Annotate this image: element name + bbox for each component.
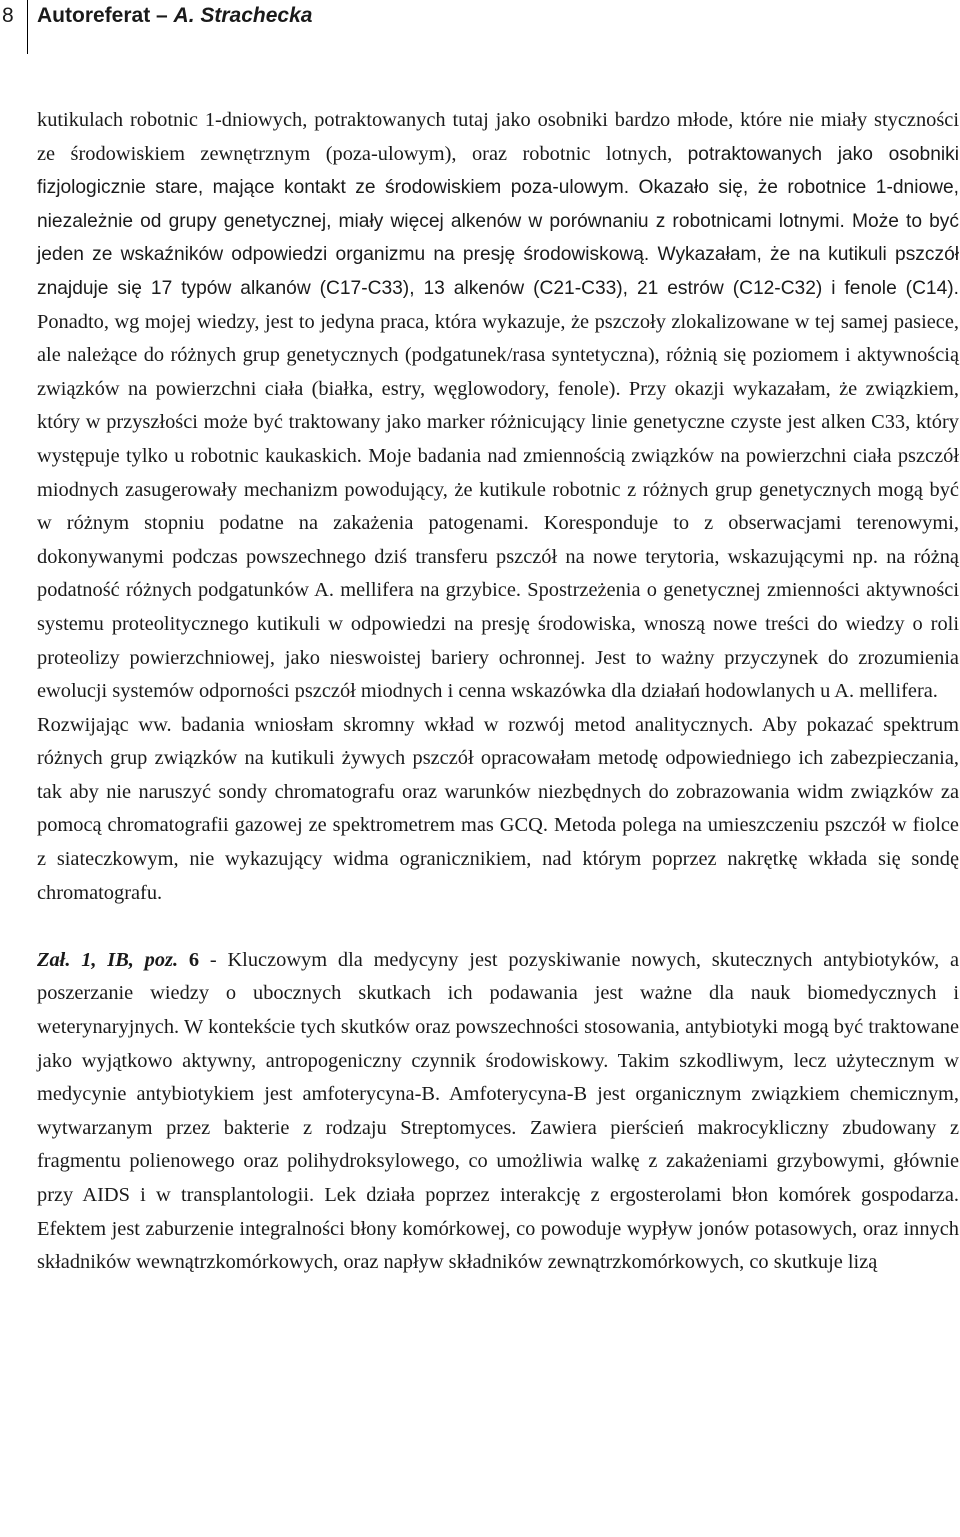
header-title-prefix: Autoreferat – <box>37 4 174 27</box>
paragraph-methods: Rozwijając ww. badania wniosłam skromny wkład w rozwój metod analitycznych. Aby pokazać spektrum różnych grup związków na kutikuli żywych pszczół opracowałam metodę odpowiedniego ich zabezpieczania, tak aby nie naruszyć sondy chromatografu oraz warunków niezbędnych do zobrazowania widm związków za pomocą chromatografii gazowej ze spektrometrem mas GCQ. Metoda polega na umieszczeniu pszczół w fiolce z siateczkowym, nie wykazujący widma ogranicznikiem, nad którym poprzez nakrętkę wkłada się sondę chromatografu. <box>37 713 959 904</box>
paragraph-results-part-1: kutikulach robotnic 1-dniowych, potraktowanych tutaj jako osobniki bardzo młode, które nie miały styczności ze środowiskiem zewnętrznym (poza-ulowym), oraz robotnic lotnych, <box>37 109 959 165</box>
page-number: 8 <box>2 4 14 27</box>
header-author: A. Strachecka <box>173 4 313 27</box>
paragraph-results <box>37 104 959 709</box>
running-header <box>37 4 312 28</box>
reference-text: - Kluczowym dla medycyny jest pozyskiwanie nowych, skutecznych antybiotyków, a poszerzanie wiedzy o ubocznych skutkach ich podawania jest ważne dla nauk biomedycznych i weterynaryjnych. W kontekście tych skutków oraz powszechności stosowania, antybiotyki mogą być traktowane jako wyjątkowo aktywny, antropogeniczny czynnik środowiskowy. Takim szkodliwym, lecz użytecznym w medycynie antybiotykiem jest amfoterycyna-B. Amfoterycyna-B jest organicznym związkiem chemicznym, wytwarzanym przez bakterie z rodzaju Streptomyces. Zawiera pierścień makrocykliczny zbudowany z fragmentu polienowego oraz polihydroksylowego, co umożliwia walkę z zakażeniami grzybowymi, głównie przy AIDS i w transplantologii. Lek działa poprzez interakcję z ergosterolami błon komórek gospodarza. Efektem jest zaburzenie integralności błony komórkowej, co powoduje wypływ jonów potasowych, oraz innych składników wewnątrzkomórkowych, oraz napływ składników zewnątrzkomórkowych, co skutkuje lizą <box>37 948 959 1274</box>
paragraph-reference-6 <box>37 944 959 1280</box>
reference-label: Zał. 1, IB, poz. <box>37 948 179 971</box>
header-divider <box>27 0 28 54</box>
reference-number: 6 <box>188 948 200 971</box>
paragraph-results-part-2: potraktowanych jako osobniki fizjologicznie stare, mające kontakt ze środowiskiem poza-ulowym. Okazało się, że robotnice 1-dniowe, niezależnie od grupy genetycznej, miały więcej alkenów w porównaniu z robotnicami lotnymi. Może to być jeden ze wskaźników odpowiedzi organizmu na presję środowiskową. Wykazałam, że na kutikuli pszczół znajduje się 17 typów alkanów (C17-C33), 13 alkenów (C21-C33), 21 estrów (C12-C32) i fenole (C14). <box>37 143 959 299</box>
paragraph-results-part-3: Ponadto, wg mojej wiedzy, jest to jedyna praca, która wykazuje, że pszczoły zlokalizowane w tej samej pasiece, ale należące do różnych grup genetycznych (podgatunek/rasa syntetyczna), różnią się poziomem i aktywnością związków na powierzchni ciała (białka, estry, węglowodory, fenole). Przy okazji wykazałam, że związkiem, który w przyszłości może być traktowany jako marker różnicujący linie genetyczne czyste jest alken C33, który występuje tylko u robotnic kaukaskich. Moje badania nad zmiennością związków na powierzchni ciała pszczół miodnych zasugerowały mechanizm powodujący, że kutikule robotnic z różnych grup genetycznych mogą być w różnym stopniu podatne na zakażenia patogenami. Koresponduje to z obserwacjami terenowymi, dokonywanymi podczas powszechnego dziś transferu pszczół na nowe terytoria, wskazującymi np. na różną podatność różnych podgatunków A. mellifera na grzybice. Spostrzeżenia o genetycznej zmienności aktywności systemu proteolitycznego kutikuli w odpowiedzi na presję środowiska, wnoszą nowe treści do wiedzy o roli proteolizy powierzchniowej, jako nieswoistej bariery ochronnej. Jest to ważny przyczynek do zrozumienia ewolucji systemów odporności pszczół miodnych i cenna wskazówka dla działań hodowlanych u A. mellifera. <box>37 310 959 703</box>
page-header <box>0 0 960 56</box>
document-body <box>37 104 959 1280</box>
paragraph-spacer <box>37 910 959 944</box>
